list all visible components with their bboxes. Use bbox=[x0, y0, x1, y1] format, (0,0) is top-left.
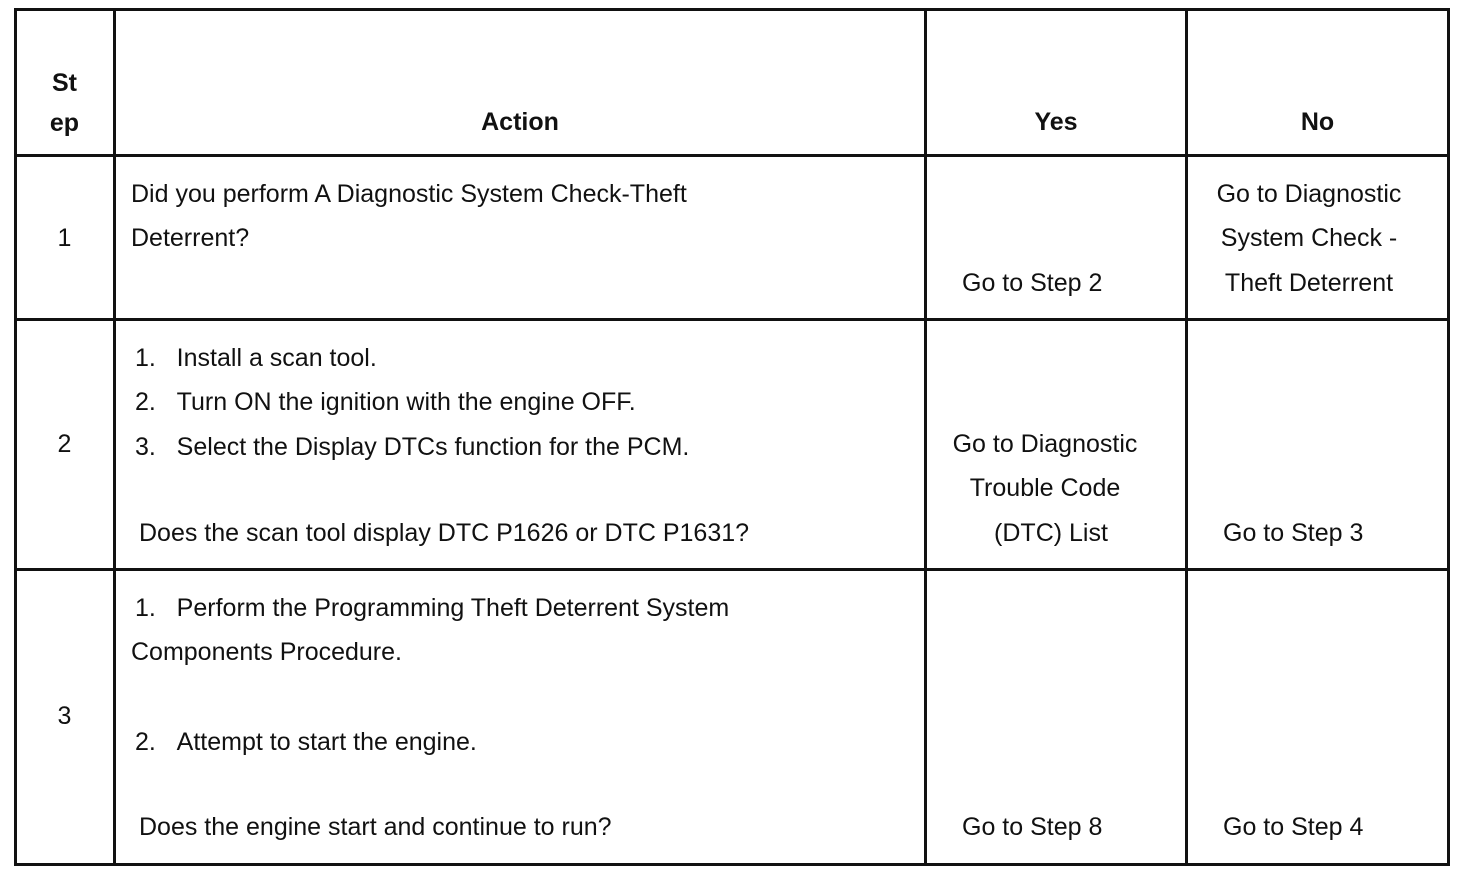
header-step-line2: ep bbox=[49, 109, 80, 137]
row3-item1-line2: Components Procedure. bbox=[131, 638, 402, 666]
row3-yes: Go to Step 8 bbox=[962, 813, 1103, 841]
row2-item1: 1. Install a scan tool. bbox=[135, 344, 377, 372]
row1-action-line2: Deterrent? bbox=[131, 224, 250, 252]
table-border-right bbox=[1447, 8, 1450, 866]
row1-no-line2: System Check - bbox=[1220, 224, 1398, 252]
row-divider-2 bbox=[14, 568, 1450, 571]
row1-no-line1: Go to Diagnostic bbox=[1216, 180, 1402, 208]
row2-no: Go to Step 3 bbox=[1223, 519, 1364, 547]
row2-step: 2 bbox=[57, 430, 72, 458]
header-step-line1: St bbox=[52, 69, 77, 97]
row2-yes-line1: Go to Diagnostic bbox=[952, 430, 1138, 458]
row1-action-line1: Did you perform A Diagnostic System Check-Theft bbox=[131, 180, 687, 208]
header-yes: Yes bbox=[1034, 108, 1078, 136]
row-divider-1 bbox=[14, 318, 1450, 321]
header-action: Action bbox=[481, 108, 559, 136]
row3-item2: 2. Attempt to start the engine. bbox=[135, 728, 477, 756]
row2-question: Does the scan tool display DTC P1626 or DTC P1631? bbox=[139, 519, 750, 547]
row3-step: 3 bbox=[57, 702, 72, 730]
row2-item3: 3. Select the Display DTCs function for the PCM. bbox=[135, 433, 690, 461]
row1-yes: Go to Step 2 bbox=[962, 269, 1103, 297]
diagnostic-table bbox=[14, 8, 1450, 866]
header-step bbox=[16, 63, 113, 143]
row2-yes-line3: (DTC) List bbox=[994, 519, 1108, 547]
table-border-bottom bbox=[14, 863, 1450, 866]
header-divider bbox=[14, 154, 1450, 157]
row2-yes-line2: Trouble Code bbox=[969, 474, 1121, 502]
row3-question: Does the engine start and continue to run? bbox=[139, 813, 612, 841]
table-border-top bbox=[14, 8, 1450, 11]
row2-item2: 2. Turn ON the ignition with the engine OFF. bbox=[135, 388, 636, 416]
row3-no: Go to Step 4 bbox=[1223, 813, 1364, 841]
header-no: No bbox=[1300, 108, 1335, 136]
row1-step: 1 bbox=[57, 224, 72, 252]
row3-item1-line1: 1. Perform the Programming Theft Deterrent System bbox=[135, 594, 730, 622]
row1-no-line3: Theft Deterrent bbox=[1224, 269, 1394, 297]
